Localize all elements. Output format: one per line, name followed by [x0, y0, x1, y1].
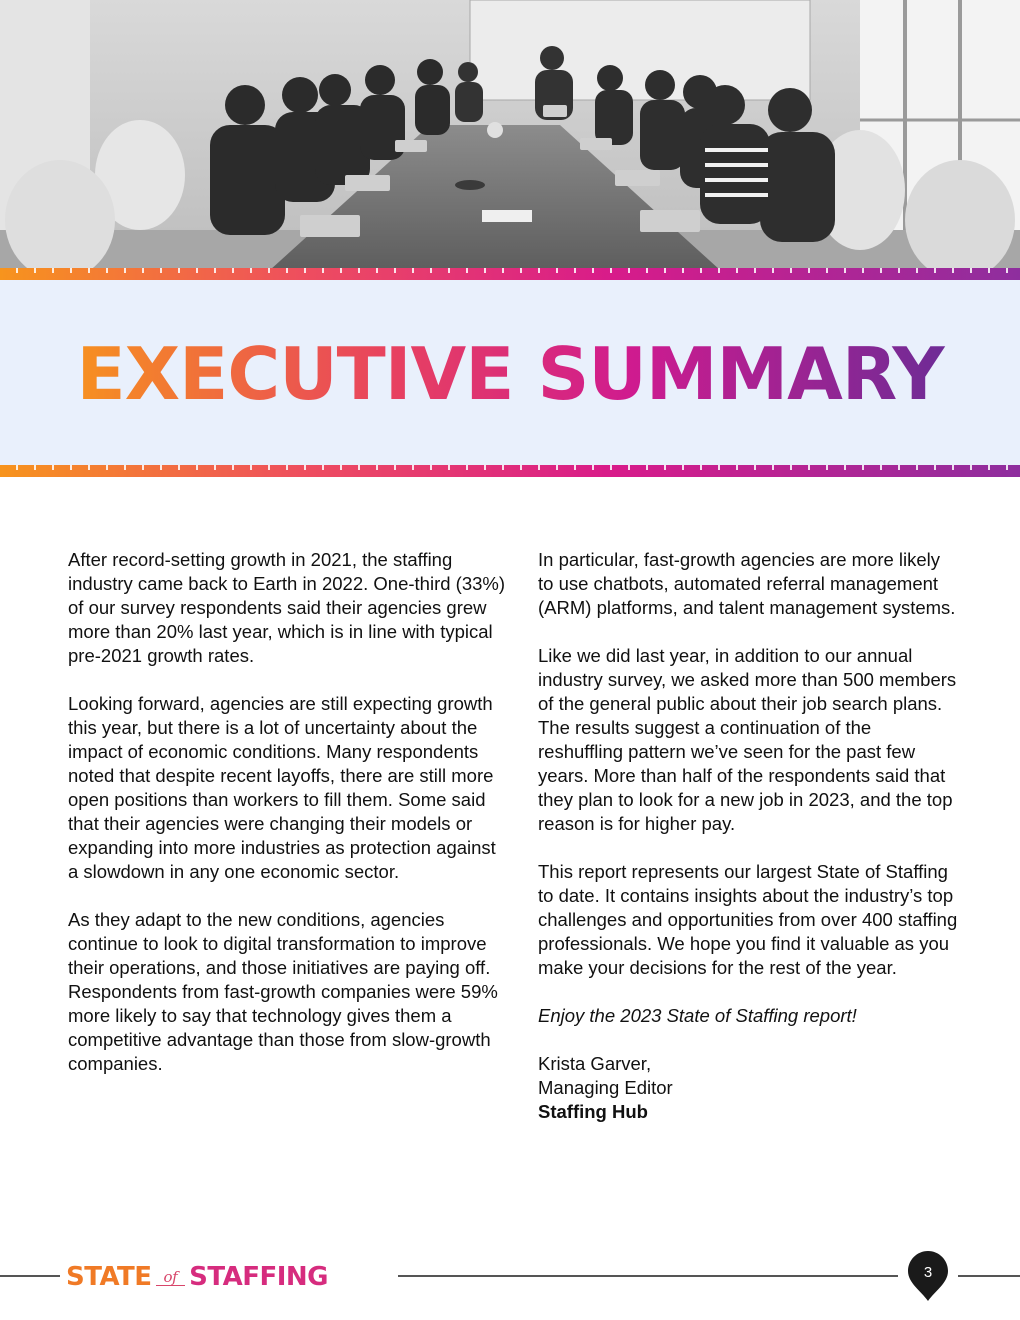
closing-line: Enjoy the 2023 State of Staffing report!	[538, 1005, 857, 1026]
paragraph: After record-setting growth in 2021, the staffing industry came back to Earth in 2022. One-third (33%) of our survey respondents said their agencies grew more than 20% last year, which is in line with typical pre-2021 growth rates.	[68, 549, 506, 666]
brand-staffing: STAFFING	[189, 1262, 329, 1292]
gradient-rule-top	[0, 268, 1020, 280]
page-title: EXECUTIVE SUMMARY	[0, 332, 1020, 416]
title-band	[0, 280, 1020, 465]
signature-name: Krista Garver,	[538, 1053, 652, 1074]
paragraph: As they adapt to the new conditions, agencies continue to look to digital transformation to improve their operations, and those initiatives are paying off. Respondents from fast-growth companies were 59% more likely to say that technology gives them a competitive advantage than those from slow-growth companies.	[68, 909, 498, 1074]
footer-line-left	[0, 1275, 60, 1277]
gradient-rule-bottom	[0, 465, 1020, 477]
signature-role: Managing Editor	[538, 1077, 673, 1098]
page-number: 3	[923, 1264, 933, 1281]
brand-state: STATE	[66, 1262, 152, 1292]
paragraph: Like we did last year, in addition to our annual industry survey, we asked more than 500 members of the general public about their job search plans. The results suggest a continuation of the reshuffling pattern we’ve seen for the past few years. More than half of the respondents said that they plan to look for a new job in 2023, and the top reason is for higher pay.	[538, 645, 957, 834]
left-column	[68, 548, 508, 1100]
paragraph: In particular, fast-growth agencies are more likely to use chatbots, automated referral management (ARM) platforms, and talent management systems.	[538, 549, 956, 618]
footer-line-right	[958, 1275, 1020, 1277]
right-column	[538, 548, 958, 1124]
signature-org: Staffing Hub	[538, 1101, 648, 1122]
paragraph: Looking forward, agencies are still expecting growth this year, but there is a lot of uncertainty about the impact of economic conditions. Many respondents noted that despite recent layoffs, there are still more open positions than workers to fill them. Some said that their agencies were changing their models or expanding into more industries as protection against a slowdown in any one economic sector.	[68, 693, 496, 882]
signature-block	[538, 1052, 958, 1124]
footer-line-middle	[398, 1275, 898, 1277]
footer-brand-logo	[66, 1262, 328, 1292]
hero-photo	[0, 0, 1020, 270]
brand-of: of	[156, 1269, 186, 1286]
paragraph: This report represents our largest State of Staffing to date. It contains insights about the industry’s top challenges and opportunities from over 400 staffing professionals. We hope you find it valuable as you make your decisions for the rest of the year.	[538, 861, 958, 978]
